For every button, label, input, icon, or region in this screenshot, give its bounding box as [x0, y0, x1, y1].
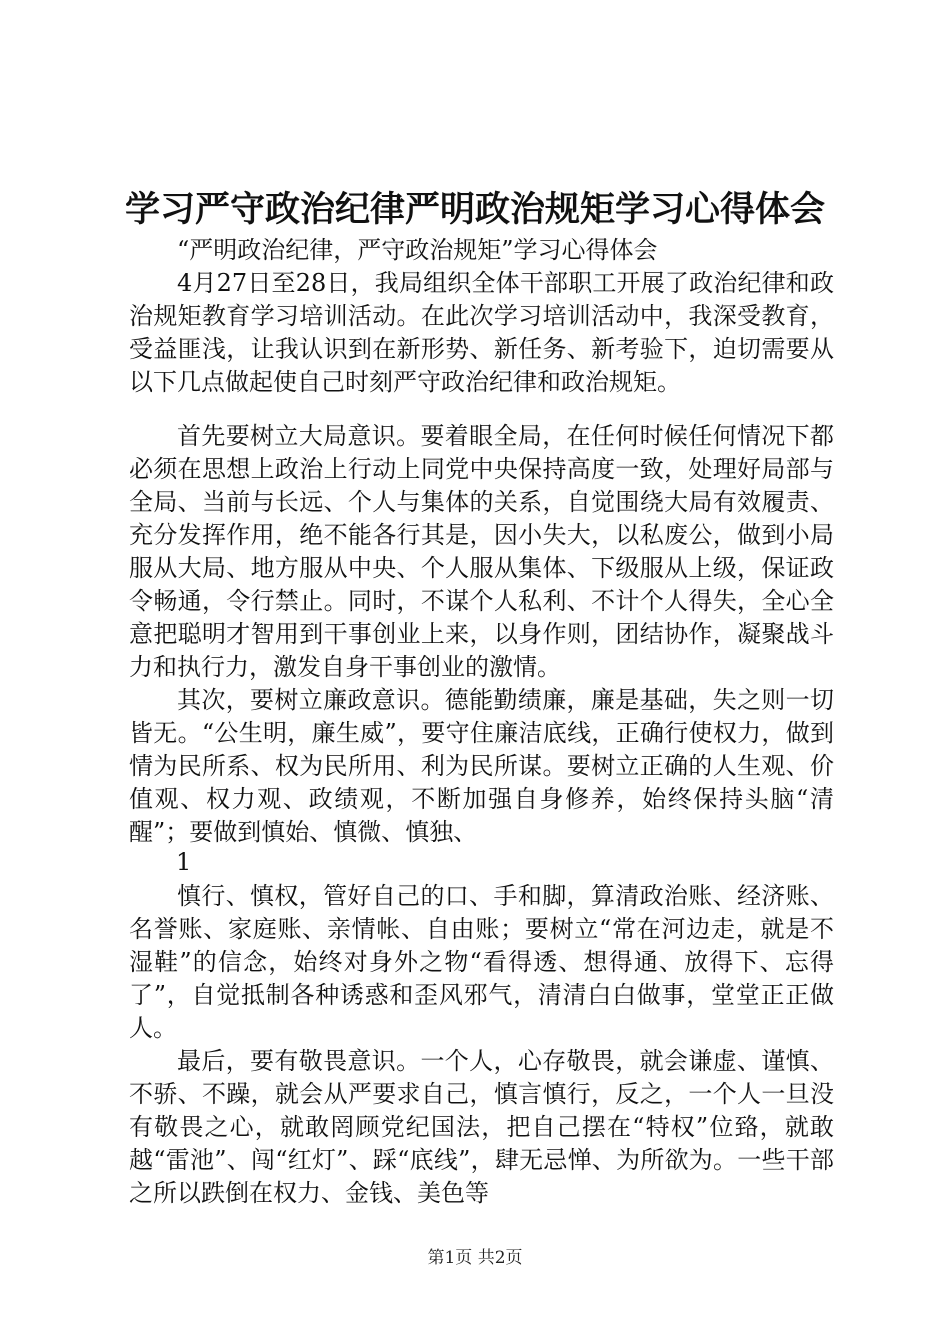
paragraph-intro: 4月27日至28日，我局组织全体干部职工开展了政治纪律和政治规矩教育学习培训活动。在此次学习培训活动中，我深受教育，受益匪浅，让我认识到在新形势、新任务、新考验下，迫切需要从以下几点做起使自己时刻严守政治纪律和政治规矩。	[129, 269, 834, 396]
continued-block	[129, 880, 834, 1210]
paragraph-overall-awareness: 首先要树立大局意识。要着眼全局，在任何时候任何情况下都必须在思想上政治上行动上同党中央保持高度一致，处理好局部与全局、当前与长远、个人与集体的关系，自觉围绕大局有效履责、充分发挥作用，绝不能各行其是，因小失大，以私废公，做到小局服从大局、地方服从中央、个人服从集体、下级服从上级，保证政令畅通，令行禁止。同时，不谋个人私利、不计个人得失，全心全意把聪明才智用到干事创业上来，以身作则，团结协作，凝聚战斗力和执行力，激发自身干事创业的激情。	[129, 422, 834, 681]
intro-block	[129, 267, 834, 399]
paragraph-integrity-continued: 慎行、慎权，管好自己的口、手和脚，算清政治账、经济账、名誉账、家庭账、亲情帐、自由账；要树立“常在河边走，就是不湿鞋”的信念，始终对身外之物“看得透、想得通、放得下、忘得了”，自觉抵制各种诱惑和歪风邪气，清清白白做事，堂堂正正做人。	[129, 882, 834, 1042]
paragraph-integrity-awareness: 其次，要树立廉政意识。德能勤绩廉，廉是基础，失之则一切皆无。“公生明，廉生威”，要守住廉洁底线，正确行使权力，做到情为民所系、权为民所用、利为民所谋。要树立正确的人生观、价值观、权力观、政绩观，不断加强自身修养，始终保持头脑“清醒”；要做到慎始、慎微、慎独、	[129, 686, 834, 846]
inline-page-number: 1	[176, 848, 192, 876]
main-block	[129, 420, 834, 849]
paragraph-reverence-awareness: 最后，要有敬畏意识。一个人，心存敬畏，就会谦虚、谨慎、不骄、不躁，就会从严要求自己，慎言慎行，反之，一个人一旦没有敬畏之心，就敢罔顾党纪国法，把自己摆在“特权”位臵，就敢越“雷池”、闯“红灯”、踩“底线”，肆无忌惮、为所欲为。一些干部之所以跌倒在权力、金钱、美色等	[129, 1047, 834, 1207]
document-subtitle: “严明政治纪律，严守政治规矩”学习心得体会	[177, 236, 658, 264]
document-title: 学习严守政治纪律严明政治规矩学习心得体会	[124, 189, 825, 230]
page-footer: 第1页 共2页	[427, 1248, 523, 1268]
